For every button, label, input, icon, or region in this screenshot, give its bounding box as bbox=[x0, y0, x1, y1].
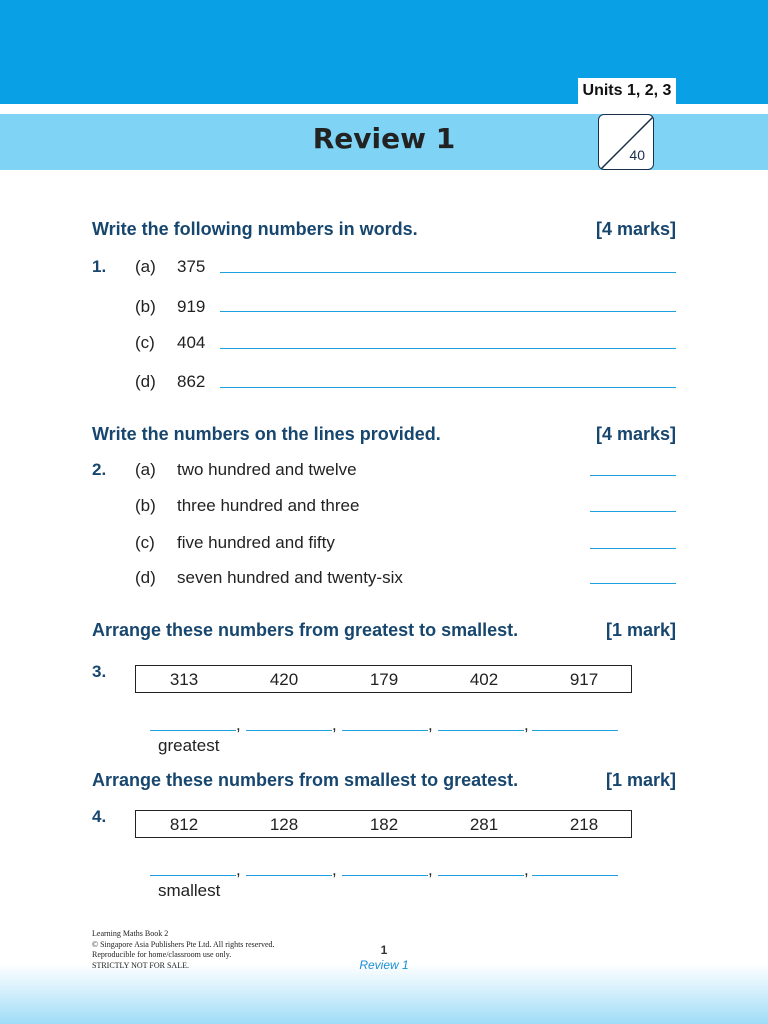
q3-number: 420 bbox=[269, 670, 299, 689]
section3-heading bbox=[92, 620, 676, 641]
q4-number: 281 bbox=[469, 815, 499, 834]
footer-band bbox=[0, 964, 768, 1024]
q1a-answer-line[interactable] bbox=[220, 272, 676, 273]
q2a-label: (a) bbox=[135, 460, 156, 479]
comma: , bbox=[332, 860, 337, 879]
question-2-number: 2. bbox=[92, 460, 107, 479]
q4-answer-line-2[interactable] bbox=[246, 875, 332, 876]
q3-answer-line-4[interactable] bbox=[438, 730, 524, 731]
section4-heading bbox=[92, 770, 676, 791]
q2d-label: (d) bbox=[135, 568, 156, 587]
section2-instruction: Write the numbers on the lines provided. bbox=[92, 424, 441, 444]
q1b-answer-line[interactable] bbox=[220, 311, 676, 312]
q2c-answer-line[interactable] bbox=[590, 548, 676, 549]
q1b-number: 919 bbox=[177, 297, 206, 316]
q4-answer-line-5[interactable] bbox=[532, 875, 618, 876]
section1-instruction: Write the following numbers in words. bbox=[92, 219, 418, 239]
footer-line: Reproducible for home/classroom use only. bbox=[92, 950, 232, 959]
q3-number-box bbox=[135, 665, 632, 693]
score-divider-icon bbox=[599, 115, 654, 170]
q1a-number: 375 bbox=[177, 257, 206, 276]
comma: , bbox=[524, 860, 529, 879]
q2c-text: five hundred and fifty bbox=[177, 533, 335, 552]
section2-heading bbox=[92, 424, 676, 445]
q3-number: 917 bbox=[569, 670, 599, 689]
comma: , bbox=[332, 715, 337, 734]
comma: , bbox=[524, 715, 529, 734]
section4-marks: [1 mark] bbox=[605, 770, 676, 790]
comma: , bbox=[428, 715, 433, 734]
section4-instruction: Arrange these numbers from smallest to greatest. bbox=[92, 770, 519, 790]
q2b-label: (b) bbox=[135, 496, 156, 515]
q4-smallest-label: smallest bbox=[158, 881, 221, 900]
q1a-label: (a) bbox=[135, 257, 156, 276]
page-label: Review 1 bbox=[359, 958, 409, 972]
section3-marks: [1 mark] bbox=[605, 620, 676, 640]
q4-number: 812 bbox=[169, 815, 199, 834]
comma: , bbox=[236, 860, 241, 879]
q2b-text: three hundred and three bbox=[177, 496, 360, 515]
comma: , bbox=[236, 715, 241, 734]
q2a-answer-line[interactable] bbox=[590, 475, 676, 476]
q4-number-box bbox=[135, 810, 632, 838]
score-box[interactable] bbox=[598, 114, 654, 170]
section2-marks: [4 marks] bbox=[595, 424, 676, 444]
section1-heading bbox=[92, 219, 676, 240]
question-4-number: 4. bbox=[92, 807, 107, 826]
q3-greatest-label: greatest bbox=[158, 736, 220, 755]
q2c-label: (c) bbox=[135, 533, 155, 552]
footer-line: © Singapore Asia Publishers Pte Ltd. All rights reserved. bbox=[92, 939, 275, 949]
comma: , bbox=[428, 860, 433, 879]
q4-number: 182 bbox=[369, 815, 399, 834]
q1b-label: (b) bbox=[135, 297, 156, 316]
page-title: Review 1 bbox=[312, 122, 456, 155]
q3-number: 402 bbox=[469, 670, 499, 689]
footer-line: Learning Maths Book 2 bbox=[92, 929, 169, 938]
footer-line: STRICTLY NOT FOR SALE. bbox=[92, 960, 189, 970]
q1c-number: 404 bbox=[177, 333, 206, 352]
q3-answer-line-1[interactable] bbox=[150, 730, 236, 731]
page-number: 1 bbox=[380, 943, 388, 957]
q1d-label: (d) bbox=[135, 372, 156, 391]
q3-answer-line-5[interactable] bbox=[532, 730, 618, 731]
section3-instruction: Arrange these numbers from greatest to smallest. bbox=[92, 620, 519, 640]
q3-answer-line-2[interactable] bbox=[246, 730, 332, 731]
q4-answer-line-1[interactable] bbox=[150, 875, 236, 876]
q4-number: 218 bbox=[569, 815, 599, 834]
question-1-number: 1. bbox=[92, 257, 107, 276]
q2a-text: two hundred and twelve bbox=[177, 460, 357, 479]
q1d-answer-line[interactable] bbox=[220, 387, 676, 388]
q3-answer-line-3[interactable] bbox=[342, 730, 428, 731]
q4-number: 128 bbox=[269, 815, 299, 834]
section1-marks: [4 marks] bbox=[595, 219, 676, 239]
q2b-answer-line[interactable] bbox=[590, 511, 676, 512]
q1c-answer-line[interactable] bbox=[220, 348, 676, 349]
q1d-number: 862 bbox=[177, 372, 206, 391]
q2d-answer-line[interactable] bbox=[590, 583, 676, 584]
q3-number: 313 bbox=[169, 670, 199, 689]
q1c-label: (c) bbox=[135, 333, 155, 352]
score-total: 40 bbox=[629, 147, 645, 163]
units-tab: Units 1, 2, 3 bbox=[578, 78, 676, 104]
q4-answer-line-4[interactable] bbox=[438, 875, 524, 876]
q4-answer-line-3[interactable] bbox=[342, 875, 428, 876]
q3-number: 179 bbox=[369, 670, 399, 689]
q2d-text: seven hundred and twenty-six bbox=[177, 568, 403, 587]
question-3-number: 3. bbox=[92, 662, 107, 681]
